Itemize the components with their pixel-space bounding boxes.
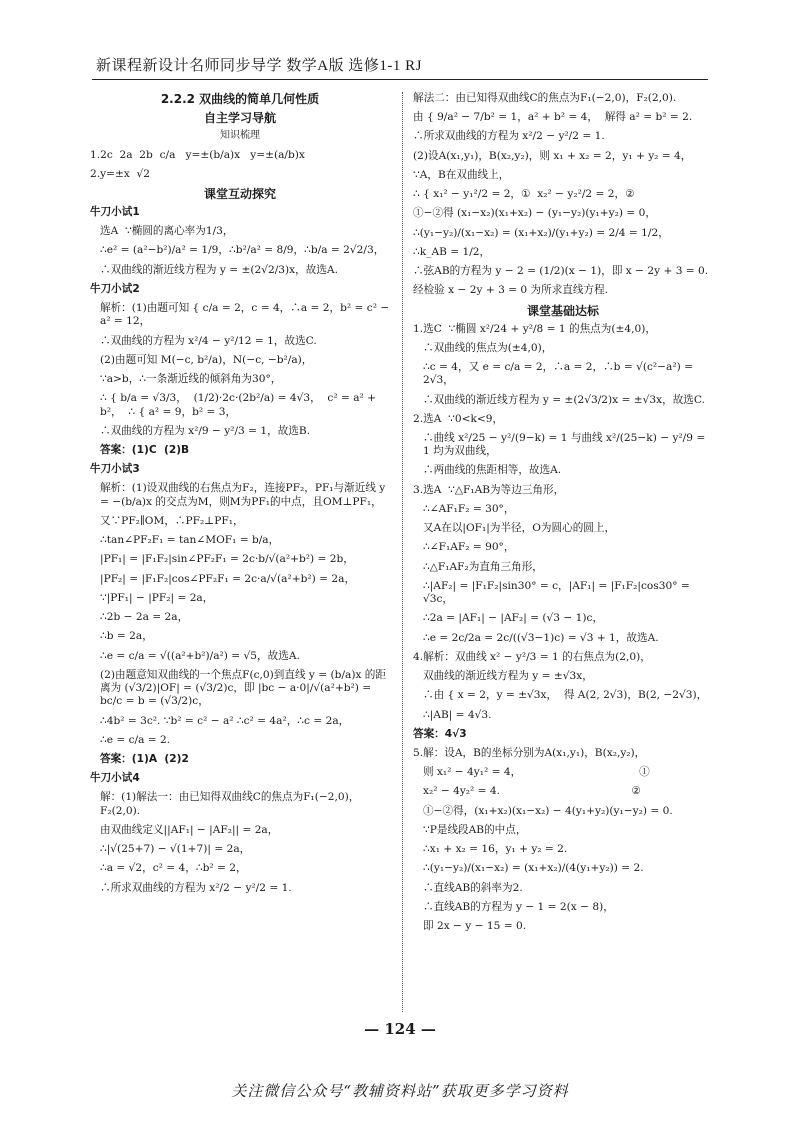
q2-label: 牛刀小试2 bbox=[90, 282, 140, 295]
p1-line: ∴双曲线的渐近线方程为 y = ±(2√3/2)x = ±√3x，故选C. bbox=[423, 393, 705, 406]
p5-line: ∴x₁ + x₂ = 16，y₁ + y₂ = 2. bbox=[423, 843, 568, 856]
q3-line: ∴e = c/a = √((a²+b²)/a²) = √5，故选A. bbox=[100, 649, 300, 662]
heading-basic-practice: 课堂基础达标 bbox=[526, 303, 599, 318]
q3-line: ∴b = 2a， bbox=[100, 630, 153, 643]
q4-cont-line: 由 { 9/a² − 7/b² = 1，a² + b² = 4， 解得 a² = b² = 2. bbox=[413, 111, 693, 124]
p5-line: ∴(y₁−y₂)/(x₁−x₂) = (x₁+x₂)/(4(y₁+y₂)) = 2. bbox=[423, 862, 644, 875]
p2-line: ∴两曲线的焦距相等，故选A. bbox=[423, 464, 562, 477]
p3-line: 又A在以|OF₁|为半径，O为圆心的圆上， bbox=[423, 522, 616, 535]
p2-line: ∴曲线 x²/25 − y²/(9−k) = 1 与曲线 x²/(25−k) − y²/9 = 1 均为双曲线， bbox=[423, 431, 709, 458]
p5-line: 即 2x − y − 15 = 0. bbox=[423, 920, 527, 933]
p3-line: ∴2a = |AF₁| − |AF₂| = (√3 − 1)c， bbox=[423, 612, 604, 625]
q3-line: ∴2b − 2a = 2a， bbox=[100, 611, 189, 624]
p5-line: 5.解：设A，B的坐标分别为A(x₁,y₁)，B(x₂,y₂)， bbox=[413, 746, 646, 759]
q3-line: ∴tan∠PF₂F₁ = tan∠MOF₁ = b/a， bbox=[100, 534, 280, 547]
q3-line: 解析：(1)设双曲线的右焦点为F₂，连接PF₂，PF₁与渐近线 y = −(b/a)x 的交点为M，则M为PF₁的中点，且OM⊥PF₁， bbox=[100, 482, 389, 508]
p5-line: 则 x₁² − 4y₁² = 4， ① bbox=[423, 766, 650, 779]
p4-line: ∴由 { x = 2，y = ±√3x， 得 A(2, 2√3)，B(2, −2√3)， bbox=[423, 689, 708, 702]
q4-line: ∴|√(25+7) − √(1+7)| = 2a， bbox=[100, 843, 251, 856]
q2-line: ∴双曲线的方程为 x²/9 − y²/3 = 1，故选B. bbox=[100, 424, 311, 437]
q4-cont-line: ∵A，B在双曲线上， bbox=[413, 168, 510, 181]
q1-line: 选A ∵椭圆的离心率为1/3， bbox=[100, 225, 234, 238]
p5-line: x₂² − 4y₂² = 4. ② bbox=[423, 785, 641, 798]
q3-answer: 答案：(1)A (2)2 bbox=[100, 753, 189, 765]
p3-line: ∴|AF₂| = |F₁F₂|sin30° = c，|AF₁| = |F₁F₂|cos30° = √3c， bbox=[423, 579, 694, 606]
q4-line: ∴a = √2，c² = 4，∴b² = 2， bbox=[100, 862, 247, 875]
q3-line: ∴4b² = 3c². ∵b² = c² − a² ∴c² = 4a²，∴c = 2a， bbox=[100, 714, 350, 727]
heading-self-study: 自主学习导航 bbox=[203, 111, 276, 125]
q4-cont-line: (2)设A(x₁,y₁)，B(x₂,y₂)，则 x₁ + x₂ = 2，y₁ + y₂ = 4， bbox=[413, 149, 692, 162]
running-header: 新课程新设计名师同步导学 数学A版 选修1-1 RJ bbox=[96, 58, 422, 74]
q4-cont-line: ∴所求双曲线的方程为 x²/2 − y²/2 = 1. bbox=[413, 130, 605, 143]
q3-line: ∴e = c/a = 2. bbox=[100, 733, 171, 746]
q2-answer: 答案：(1)C (2)B bbox=[100, 444, 190, 457]
q3-line: ∵|PF₁| − |PF₂| = 2a， bbox=[100, 591, 214, 604]
p5-line: ∴直线AB的方程为 y − 1 = 2(x − 8)， bbox=[423, 900, 614, 913]
p3-line: 3.选A ∵△F₁AB为等边三角形， bbox=[413, 483, 565, 496]
p5-line: ∴直线AB的斜率为2. bbox=[423, 881, 523, 894]
q2-line: ∴ { b/a = √3/3， (1/2)·2c·(2b²/a) = 4√3， c² = a² + b²， ∴ { a² = 9，b² = 3， bbox=[100, 392, 380, 418]
p3-line: ∴e = 2c/2a = 2c/((√3−1)c) = √3 + 1，故选A. bbox=[423, 631, 659, 644]
q3-line: |PF₂| = |F₁F₂|cos∠PF₂F₁ = 2c·a/√(a²+b²) = 2a， bbox=[100, 572, 356, 585]
q4-cont-line: ∴弦AB的方程为 y − 2 = (1/2)(x − 1)，即 x − 2y + 3 = 0. bbox=[413, 265, 709, 278]
p4-line: 4.解析：双曲线 x² − y²/3 = 1 的右焦点为(2,0)， bbox=[413, 650, 651, 663]
p1-line: ∴双曲线的焦点为(±4,0)， bbox=[423, 341, 553, 354]
q1-line: ∴e² = (a²−b²)/a² = 1/9，∴b²/a² = 8/9，∴b/a = 2√2/3， bbox=[100, 244, 385, 257]
q4-cont-line: 经检验 x − 2y + 3 = 0 为所求直线方程. bbox=[413, 284, 609, 297]
p3-line: ∴∠AF₁F₂ = 30°， bbox=[423, 502, 515, 515]
q2-line: (2)由题可知 M(−c, b²/a)，N(−c, −b²/a)， bbox=[100, 353, 313, 366]
heading-class-explore: 课堂互动探究 bbox=[203, 186, 276, 201]
q4-cont-line: ∴k_AB = 1/2， bbox=[413, 245, 491, 258]
q4-cont-line: ①−②得 (x₁−x₂)(x₁+x₂) − (y₁−y₂)(y₁+y₂) = 0， bbox=[413, 207, 656, 220]
q2-line: 解析：(1)由题可知 { c/a = 2，c = 4，∴a = 2，b² = c² − a² = 12， bbox=[100, 302, 393, 328]
q4-line: ∴所求双曲线的方程为 x²/2 − y²/2 = 1. bbox=[100, 881, 292, 894]
section-title: 2.2.2 双曲线的简单几何性质 bbox=[160, 92, 320, 106]
q4-cont-line: ∴(y₁−y₂)/(x₁−x₂) = (x₁+x₂)/(y₁+y₂) = 2/4 = 1/2， bbox=[413, 226, 669, 239]
p2-line: 2.选A ∵0<k<9， bbox=[413, 412, 504, 425]
p4-answer: 答案：4√3 bbox=[413, 727, 467, 740]
q2-line: ∴双曲线的方程为 x²/4 − y²/12 = 1，故选C. bbox=[100, 334, 317, 347]
q1-label: 牛刀小试1 bbox=[90, 205, 140, 218]
knowledge-line-2: 2.y=±x √2 bbox=[90, 167, 151, 180]
q1-line: ∴双曲线的渐近线方程为 y = ±(2√2/3)x，故选A. bbox=[100, 263, 338, 276]
heading-knowledge: 知识梳理 bbox=[220, 130, 260, 141]
q3-label: 牛刀小试3 bbox=[90, 463, 140, 476]
q4-cont-line: 解法二：由已知得双曲线C的焦点为F₁(−2,0)，F₂(2,0). bbox=[413, 92, 677, 104]
knowledge-line-1: 1.2c 2a 2b c/a y=±(b/a)x y=±(a/b)x bbox=[90, 148, 305, 161]
footer-note: 关注微信公众号“教辅资料站”获取更多学习资料 bbox=[231, 1082, 569, 1100]
q4-line: 由双曲线定义||AF₁| − |AF₂|| = 2a， bbox=[100, 823, 279, 836]
page-number: — 124 — bbox=[364, 1020, 436, 1038]
q4-label: 牛刀小试4 bbox=[90, 772, 140, 785]
q4-line: 解：(1)解法一：由已知得双曲线C的焦点为F₁(−2,0)，F₂(2,0). bbox=[100, 791, 360, 817]
q3-line: |PF₁| = |F₁F₂|sin∠PF₂F₁ = 2c·b/√(a²+b²) = 2b， bbox=[100, 553, 354, 566]
p5-line: ∵P是线段AB的中点， bbox=[423, 823, 527, 836]
left-column bbox=[90, 92, 393, 901]
right-column bbox=[413, 92, 713, 939]
p1-line: ∴c = 4，又 e = c/a = 2，∴a = 2，∴b = √(c²−a²) = 2√3， bbox=[423, 361, 697, 387]
p3-line: ∴△F₁AF₂为直角三角形， bbox=[423, 560, 543, 573]
q3-line: (2)由题意知双曲线的一个焦点F(c,0)到直线 y = (b/a)x 的距离为 (√3/2)|OF| = (√3/2)c，即 |bc − a·0|/√(a²+b²) = bc/c = b = (√3/2)c， bbox=[100, 668, 386, 708]
p1-line: 1.选C ∵椭圆 x²/24 + y²/8 = 1 的焦点为(±4,0)， bbox=[413, 322, 656, 335]
p3-line: ∴∠F₁AF₂ = 90°， bbox=[423, 541, 515, 554]
q2-line: ∵a>b，∴一条渐近线的倾斜角为30°， bbox=[100, 373, 282, 386]
q3-line: 又∵PF₂∥OM，∴PF₂⊥PF₁， bbox=[100, 514, 244, 527]
column-divider bbox=[402, 92, 403, 1012]
q4-cont-line: ∴ { x₁² − y₁²/2 = 2，① x₂² − y₂²/2 = 2，② bbox=[413, 188, 635, 201]
header-rule bbox=[92, 79, 708, 80]
p4-line: 双曲线的渐近线方程为 y = ±√3x， bbox=[423, 670, 593, 683]
p5-line: ①−②得，(x₁+x₂)(x₁−x₂) − 4(y₁+y₂)(y₁−y₂) = 0. bbox=[423, 804, 673, 817]
p4-line: ∴|AB| = 4√3. bbox=[423, 708, 492, 721]
